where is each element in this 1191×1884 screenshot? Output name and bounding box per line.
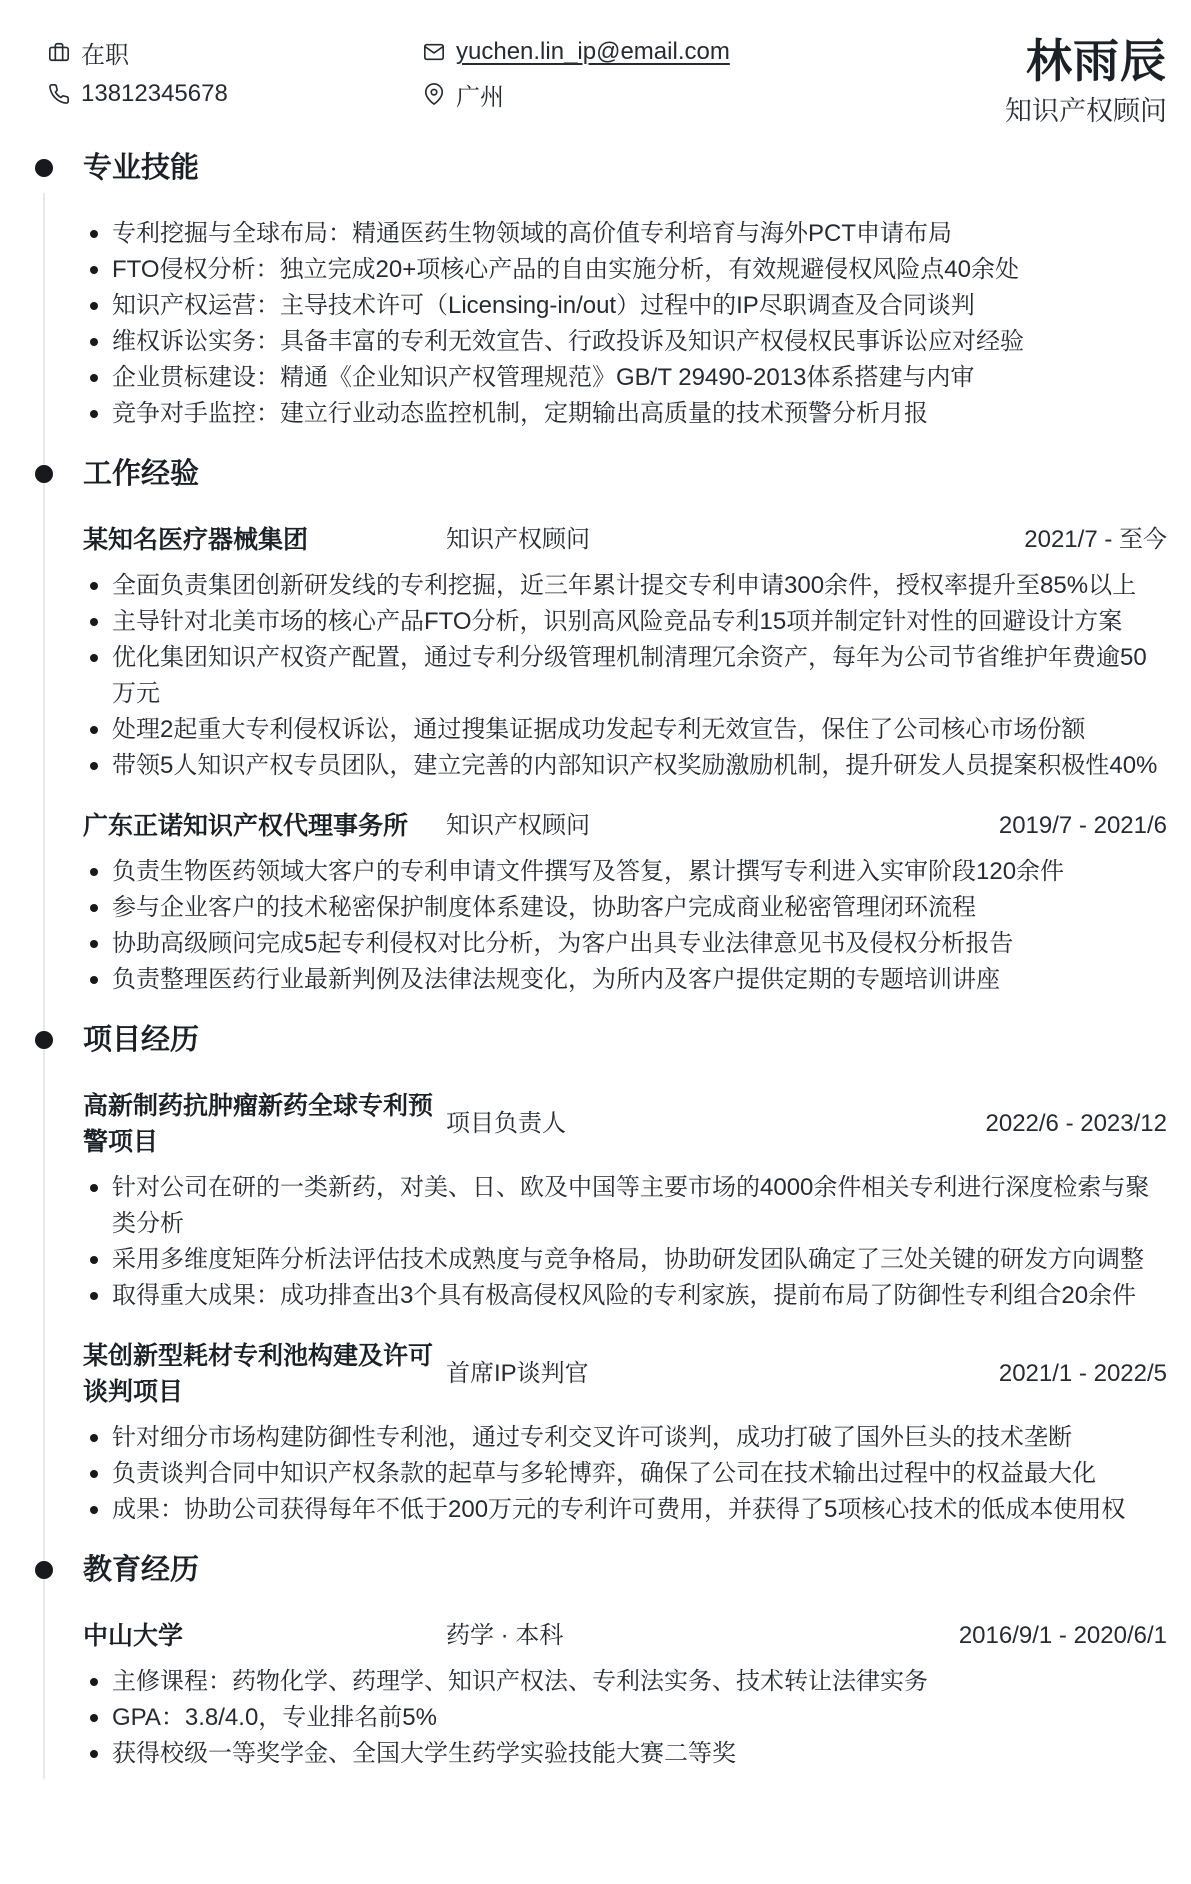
contact-column-middle xyxy=(423,38,1005,122)
list-item: 维权诉讼实务：具备丰富的专利无效宣告、行政投诉及知识产权侵权民事诉讼应对经验 xyxy=(83,324,1167,360)
email-link[interactable]: yuchen.lin_ip@email.com xyxy=(456,38,730,65)
entry-school: 中山大学 xyxy=(83,1622,184,1650)
entry-header xyxy=(83,1338,1167,1410)
list-item: 主导针对北美市场的核心产品FTO分析，识别高风险竞品专利15项并制定针对性的回避设计方案 xyxy=(83,604,1167,640)
list-item: GPA：3.8/4.0，专业排名前5% xyxy=(83,1700,1167,1736)
entry-detail-list xyxy=(83,854,1167,998)
entry-header xyxy=(83,808,1167,844)
phone-number: 13812345678 xyxy=(81,80,228,107)
location-row xyxy=(423,80,1005,111)
entry-role: 首席IP谈判官 xyxy=(446,1360,589,1387)
list-item: 参与企业客户的技术秘密保护制度体系建设，协助客户完成商业秘密管理闭环流程 xyxy=(83,890,1167,926)
list-item: 成果：协助公司获得每年不低于200万元的专利许可费用，并获得了5项核心技术的低成本使用权 xyxy=(83,1492,1167,1528)
entry-date: 2021/7 - 至今 xyxy=(1024,526,1167,553)
entry-detail-list xyxy=(83,568,1167,784)
project-entry xyxy=(83,1088,1167,1314)
location-pin-icon xyxy=(423,83,445,105)
list-item: 取得重大成果：成功排查出3个具有极高侵权风险的专利家族，提前布局了防御性专利组合20余件 xyxy=(83,1278,1167,1314)
list-item: FTO侵权分析：独立完成20+项核心产品的自由实施分析，有效规避侵权风险点40余处 xyxy=(83,252,1167,288)
work-entry xyxy=(83,808,1167,998)
list-item: 全面负责集团创新研发线的专利挖掘，近三年累计提交专利申请300余件，授权率提升至85%以上 xyxy=(83,568,1167,604)
briefcase-icon xyxy=(48,41,70,63)
section-work-experience xyxy=(83,456,1167,998)
entry-date: 2022/6 - 2023/12 xyxy=(985,1110,1167,1137)
entry-date: 2021/1 - 2022/5 xyxy=(998,1360,1167,1387)
entry-company: 广东正诺知识产权代理事务所 xyxy=(83,812,409,840)
entry-role: 项目负责人 xyxy=(446,1110,566,1137)
mail-icon xyxy=(423,41,445,63)
section-title-work: 工作经验 xyxy=(83,456,1167,492)
employment-status-label: 在职 xyxy=(81,41,129,69)
list-item: 针对细分市场构建防御性专利池，通过专利交叉许可谈判，成功打破了国外巨头的技术垄断 xyxy=(83,1420,1167,1456)
entry-role: 知识产权顾问 xyxy=(446,812,590,839)
entry-detail-list xyxy=(83,1420,1167,1528)
entry-project: 某创新型耗材专利池构建及许可谈判项目 xyxy=(83,1342,434,1406)
section-education xyxy=(83,1552,1167,1772)
list-item: 针对公司在研的一类新药，对美、日、欧及中国等主要市场的4000余件相关专利进行深度检索与聚类分析 xyxy=(83,1170,1167,1242)
list-item: 采用多维度矩阵分析法评估技术成熟度与竞争格局，协助研发团队确定了三处关键的研发方向调整 xyxy=(83,1242,1167,1278)
list-item: 优化集团知识产权资产配置，通过专利分级管理机制清理冗余资产，每年为公司节省维护年费逾50万元 xyxy=(83,640,1167,712)
section-title-skills: 专业技能 xyxy=(83,150,1167,186)
entry-detail-list xyxy=(83,1170,1167,1314)
project-entry xyxy=(83,1338,1167,1528)
location-label: 广州 xyxy=(456,83,504,111)
list-item: 专利挖掘与全球布局：精通医药生物领域的高价值专利培育与海外PCT申请布局 xyxy=(83,216,1167,252)
email-row xyxy=(423,38,1005,66)
section-title-projects: 项目经历 xyxy=(83,1022,1167,1058)
list-item: 企业贯标建设：精通《企业知识产权管理规范》GB/T 29490-2013体系搭建与内审 xyxy=(83,360,1167,396)
person-job-title: 知识产权顾问 xyxy=(1005,96,1167,126)
list-item: 处理2起重大专利侵权诉讼，通过搜集证据成功发起专利无效宣告，保住了公司核心市场份额 xyxy=(83,712,1167,748)
list-item: 主修课程：药物化学、药理学、知识产权法、专利法实务、技术转让法律实务 xyxy=(83,1664,1167,1700)
work-entry xyxy=(83,522,1167,784)
list-item: 竞争对手监控：建立行业动态监控机制，定期输出高质量的技术预警分析月报 xyxy=(83,396,1167,432)
contact-column-left xyxy=(48,38,423,122)
section-skills xyxy=(83,150,1167,432)
phone-icon xyxy=(48,83,70,105)
person-name: 林雨辰 xyxy=(1026,35,1167,87)
entry-degree: 药学 · 本科 xyxy=(446,1622,564,1649)
list-item: 带领5人知识产权专员团队，建立完善的内部知识产权奖励激励机制，提升研发人员提案积极性40% xyxy=(83,748,1167,784)
entry-project: 高新制药抗肿瘤新药全球专利预警项目 xyxy=(83,1092,434,1156)
section-projects xyxy=(83,1022,1167,1528)
list-item: 知识产权运营：主导技术许可（Licensing-in/out）过程中的IP尽职调查及合同谈判 xyxy=(83,288,1167,324)
entry-header xyxy=(83,522,1167,558)
entry-role: 知识产权顾问 xyxy=(446,526,590,553)
resume-header xyxy=(0,0,1191,126)
entry-header xyxy=(83,1618,1167,1654)
section-title-education: 教育经历 xyxy=(83,1552,1167,1588)
education-entry xyxy=(83,1618,1167,1772)
entry-header xyxy=(83,1088,1167,1160)
resume-body xyxy=(0,150,1191,1830)
entry-company: 某知名医疗器械集团 xyxy=(83,526,309,554)
entry-date: 2019/7 - 2021/6 xyxy=(998,812,1167,839)
identity-block xyxy=(1005,35,1167,126)
employment-status xyxy=(48,38,423,69)
entry-detail-list xyxy=(83,1664,1167,1772)
list-item: 获得校级一等奖学金、全国大学生药学实验技能大赛二等奖 xyxy=(83,1736,1167,1772)
list-item: 负责整理医药行业最新判例及法律法规变化，为所内及客户提供定期的专题培训讲座 xyxy=(83,962,1167,998)
phone-row xyxy=(48,80,423,108)
entry-date: 2016/9/1 - 2020/6/1 xyxy=(958,1622,1167,1649)
list-item: 协助高级顾问完成5起专利侵权对比分析，为客户出具专业法律意见书及侵权分析报告 xyxy=(83,926,1167,962)
skills-list xyxy=(83,216,1167,432)
list-item: 负责谈判合同中知识产权条款的起草与多轮博弈，确保了公司在技术输出过程中的权益最大化 xyxy=(83,1456,1167,1492)
list-item: 负责生物医药领域大客户的专利申请文件撰写及答复，累计撰写专利进入实审阶段120余件 xyxy=(83,854,1167,890)
